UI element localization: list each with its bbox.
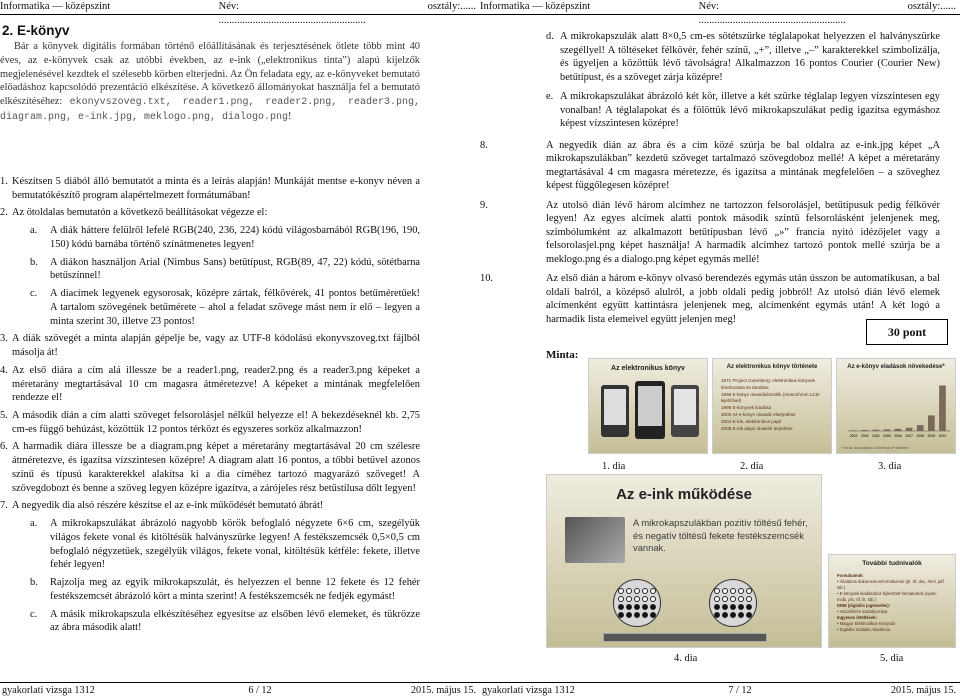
slide-caption: 2. dia — [740, 461, 764, 472]
subtask-letter: e. — [546, 91, 554, 103]
white-pigment — [650, 588, 656, 594]
info-line: DRM (digitális jogkezelés): — [837, 603, 891, 609]
bar-2006 — [895, 429, 902, 431]
page-header — [480, 0, 960, 26]
eink-image — [565, 517, 625, 563]
white-pigment — [626, 596, 632, 602]
score-box: 30 pont — [866, 319, 948, 345]
tick-label: 2010 — [938, 434, 947, 438]
info-line: • Hozzáférés szabályozása — [837, 609, 888, 615]
page-header — [0, 0, 480, 26]
bar-2005 — [884, 429, 891, 431]
subtask-text: A diákon használjon Arial (Nimbus Sans) betűtípust, RGB(89, 47, 22) kódú, sötétbarna betűszínnel! — [50, 256, 420, 282]
black-pigment — [626, 588, 632, 594]
bar-2010 — [939, 386, 946, 432]
black-pigment — [746, 596, 752, 602]
tick-label: 2006 — [894, 434, 902, 438]
white-pigment — [746, 588, 752, 594]
subtask-text: Rajzolja meg az egyik mikrokapszulát, és helyezzen el benne 12 fekete és 12 fehér festékszemcsét ábrázoló kört a minta szerint! A festékszemcsék ne fedjék egymást! — [50, 577, 420, 602]
tick-label: 2002 — [849, 434, 858, 438]
header-divider — [480, 14, 960, 15]
white-pigment — [618, 588, 624, 594]
subtask-item — [30, 224, 420, 251]
slide-title: Az e-ink működése — [616, 486, 752, 503]
black-pigment — [642, 588, 648, 594]
task-number: 6. — [0, 441, 8, 453]
slide-title: Az e-könyv eladások növekedése* — [847, 364, 945, 370]
white-pigment — [642, 612, 648, 618]
intro-text: Bár a könyvek digitális formában történő előállításának és terjesztésének ötlete több mint 40 éves, az e-könyvek csak az utóbbi években, az e-ink („elektronikus tinta”) alapú kijelzők megjelenésével kezdtek el szélesebb körben elterjedni. Az Ön feladata egy, az e-könyveket bemutató előadáshoz kapcsolódó prezentáció elkészítése. A következő állományokat használja fel a bemutató elkészítéséhez: — [0, 41, 420, 108]
footer-date: 2015. május 15. — [890, 685, 956, 696]
info-line: • E-könyvek kiadásához fejlesztett formátumok (epub, mobi, prc, lrf, lit, stb.) — [837, 590, 937, 602]
black-pigment — [730, 596, 736, 602]
footer-page-number: 6 / 12 — [248, 685, 272, 696]
slide-caption: 4. dia — [674, 653, 698, 664]
slide-3-thumbnail — [836, 358, 956, 454]
subtask-letter: a. — [30, 225, 38, 237]
subtask-item — [30, 608, 420, 635]
task-text: A harmadik diára illessze be a diagram.png képet a méretarány megtartásával 20 cm szélesre átméretezve, és igazítsa vízszintesen középre! A diagram alatt 16 pontos, a tőbbi betűvel azonos színű és típusú karakterekkel alakítsa ki a dia címéhez tartozó magyarázó szöveget! A szövegdobozt és benne a szöveg legyen középre igazítva, a zárójeles rész betűstílusa dőlt legyen! — [12, 441, 420, 494]
black-pigment — [642, 604, 648, 610]
microcapsule — [709, 579, 757, 627]
task-text: Az ötoldalas bemutatón a következő beállításokat végezze el: — [12, 207, 268, 219]
tick-label: 2005 — [883, 434, 891, 438]
ereader-2-icon — [635, 381, 665, 439]
subtask-item — [546, 30, 940, 84]
white-pigment — [634, 588, 640, 594]
subtask-text: A másik mikrokapszula elkészítéséhez egyesítse az elsőben lévő elemeket, és tükrözze az ábra második alatt! — [50, 608, 420, 634]
footer-page-number: 7 / 12 — [728, 685, 752, 696]
black-pigment — [746, 612, 752, 618]
task-number: 8. — [480, 139, 488, 151]
subtask-text: A mikrokapszulákat ábrázoló nagyobb körök befoglaló négyzete 6×6 cm, szegélyük világos fekete vonal és kitöltésük halványszürke legyen! A festékszemcsék 0,5×0,5 cm befoglaló négyzetűek, szegélyük világos, fekete vonal, kitöltésük kétféle: fekete, illetve fehér legyen! — [50, 518, 420, 571]
task-item — [0, 332, 420, 359]
tick-label: 2004 — [872, 434, 880, 438]
task-item — [0, 175, 420, 202]
header-name: Név: ........................................................ — [698, 1, 846, 26]
task-text: A negyedik dián az ábra és a cím közé szúrja be bal oldalra az e-ink.jpg képet „A mikrokapszulákban” kezdetű szöveget tartalmazó szövegdoboz mellé! A képet a méretarány megtartásával 4 cm magasra méretezze, és igazítsa a mintának megfelelően – a szöveghez képest függőlegesen középre! — [546, 139, 940, 192]
task-text: A negyedik dia alsó részére készítse el az e-ink működését bemutató ábrát! — [12, 500, 324, 512]
task-list — [480, 30, 940, 332]
subtask-item — [30, 517, 420, 572]
slide-2-thumbnail — [712, 358, 832, 454]
white-pigment — [642, 596, 648, 602]
black-pigment — [738, 588, 744, 594]
task-number: 3. — [0, 333, 8, 345]
footer-exam: gyakorlati vizsga 1312 — [482, 685, 575, 696]
task-item — [0, 206, 420, 220]
task-text: Készítsen 5 diából álló bemutatót a minta és a leírás alapján! Munkáját mentse e-konyv néven a bemutatókészítő program alapértelmezett formátumában! — [12, 176, 420, 201]
subtask-letter: c. — [30, 288, 38, 300]
task-number: 2. — [0, 207, 8, 219]
header-class: osztály:...... — [427, 1, 476, 12]
task-number: 10. — [480, 273, 493, 285]
subtask-letter: a. — [30, 518, 38, 530]
black-pigment — [714, 612, 720, 618]
tick-label: 2003 — [860, 434, 869, 438]
page-footer — [0, 684, 480, 697]
task-text: Az első diára a cím alá illessze be a reader1.png, reader2.png és a reader3.png képeket a méretarány megtartásával 10 cm magasra átméretezve! A képeket a mintának megfelelően rendezze el! — [12, 364, 420, 404]
intro-files: ekonyvszoveg.txt, reader1.png, reader2.png, reader3.png, diagram.png, e-ink.jpg, meklogo.png, dialogo.png — [0, 97, 420, 123]
bar-2008 — [917, 425, 924, 431]
slide-title: Az elektronikus könyv története — [726, 364, 818, 370]
timeline-line: 2004 E-ink, elektronikus papír — [721, 419, 782, 425]
task-text: A második dián a cím alatti szöveget felsorolásjel nélkül helyezze el! A bekezdéseknél kb. 2,75 cm-es függő behúzást, közöttük 12 pontos térközt és egyszeres sorköz alkalmazzon! — [12, 410, 420, 435]
black-pigment — [634, 612, 640, 618]
white-pigment — [730, 588, 736, 594]
timeline-line: 1998 E-könyvek kiadása — [721, 405, 772, 411]
info-line: • Digitális Irodalmi Akadémia — [837, 627, 890, 633]
intro-paragraph — [0, 40, 420, 124]
white-pigment — [626, 612, 632, 618]
black-pigment — [634, 596, 640, 602]
footer-exam: gyakorlati vizsga 1312 — [2, 685, 95, 696]
subtask-item — [30, 576, 420, 603]
task-item — [0, 409, 420, 436]
task-number: 4. — [0, 364, 8, 376]
ereader-1-icon — [601, 385, 629, 437]
subtask-letter: d. — [546, 31, 554, 42]
header-divider — [0, 14, 480, 15]
white-pigment — [714, 604, 720, 610]
task-number: 7. — [0, 500, 8, 512]
white-pigment — [746, 604, 752, 610]
bar-2009 — [928, 415, 935, 431]
subtask-text: A mikrokapszulák alatt 8×0,5 cm-es sötétszürke téglalapokat helyezzen el halványszürke szegéllyel! A töltéseket félkövér, fehér színű, „+”, illetve „–” karakterekkel szimbolizálja, és ügyeljen a közöttük lévő távolságra! Alkalmazzon 16 pontos Courier (Courier New) betűtípust, és a szöveget zárja középre! — [560, 31, 940, 83]
task-number: 1. — [0, 176, 8, 187]
footer-divider — [480, 682, 960, 683]
subtask-text: A mikrokapszulákat ábrázoló két kör, illetve a két szürke téglalap legyen vízszintesen egy vonalban! A téglalapokat és a fölöttük lévő mikrokapszulákat pedig igazítsa egymáshoz képest vízszintesen középre! — [560, 91, 940, 130]
info-line: • Magyar Elektronikus Könyvtár — [837, 621, 896, 627]
chart-footnote: * forrás: Association of American Publishers — [841, 446, 909, 451]
white-pigment — [714, 588, 720, 594]
ereader-3-icon — [671, 385, 699, 437]
header-subject: Informatika — középszint — [480, 1, 591, 12]
task-item — [480, 199, 940, 267]
timeline-line: 2000 Az e-könyv olvasók elterjedése — [721, 412, 796, 418]
intro-end: ! — [288, 110, 292, 122]
black-pigment — [714, 596, 720, 602]
task-item — [0, 440, 420, 495]
timeline-line: 1971 Project Gutenberg: elektronikus könyvek létrehozása és tárolása — [721, 377, 815, 390]
white-pigment — [738, 612, 744, 618]
subtask-item — [546, 90, 940, 131]
header-name: Név: ........................................................ — [218, 1, 366, 26]
subtask-item — [30, 256, 420, 283]
timeline-line: 1998 E-könyv olvasókészülék (monochrom LCD-kijelzővel) — [721, 391, 821, 404]
subtask-item — [30, 287, 420, 328]
tick-label: 2007 — [905, 434, 913, 438]
subtask-text: A diák háttere felülről lefelé RGB(240, 236, 224) kódú világosbarnából RGB(196, 190, 150) kódú barnába történő színátmenetes legyen! — [50, 225, 420, 250]
task-text: Az első dián a három e-könyv olvasó berendezés egymás után ússzon be automatikusan, a bal oldali balról, a középső alulról, a jobb oldali pedig jobbról! Az utolsó dián lévő elemek alcímenként együtt kattintásra jelenjenek meg, alcímenként egymás után! A két logó a harmadik lista elemeivel együtt jelenjen meg! — [546, 273, 940, 325]
white-pigment — [738, 596, 744, 602]
page-footer — [480, 684, 960, 697]
microcapsule — [613, 579, 661, 627]
subtask-letter: c. — [30, 608, 38, 620]
task-list — [0, 175, 420, 639]
slide-caption: 1. dia — [602, 461, 626, 472]
task-text: Az utolsó dián lévő három alcímhez ne tartozzon felsorolásjel, betűtípusuk pedig félkövér legyen! Az egyes alcímek alatti pontok második szintű felsorolásként jelenjenek meg, szimbólumként az alkalmazott betűtípusban lévő „»” francia nyitó idézőjelet vagy a felsorolasjel.png képet használja! A harmadik alcímhez tartozó pontok mellé szúrja be a meklogo.png és a dialogo.png képet egymás mellé! — [546, 199, 940, 265]
black-pigment — [738, 604, 744, 610]
black-pigment — [722, 604, 728, 610]
header-class: osztály:...... — [907, 1, 956, 12]
white-pigment — [634, 604, 640, 610]
tick-label: 2009 — [927, 434, 936, 438]
subtask-letter: b. — [30, 256, 38, 268]
slide-1-thumbnail — [588, 358, 708, 454]
black-pigment — [650, 612, 656, 618]
slide-caption: 3. dia — [878, 461, 902, 472]
info-line: Formátumok: — [837, 572, 864, 578]
white-pigment — [650, 604, 656, 610]
slide-caption: 5. dia — [880, 653, 904, 664]
white-pigment — [618, 604, 624, 610]
white-pigment — [722, 612, 728, 618]
black-pigment — [626, 604, 632, 610]
black-pigment — [618, 612, 624, 618]
charge-bar — [603, 633, 767, 642]
task-item — [480, 139, 940, 193]
black-pigment — [618, 596, 624, 602]
footer-date: 2015. május 15. — [410, 685, 476, 696]
black-pigment — [650, 596, 656, 602]
task-text: A diák szövegét a minta alapján gépelje be, vagy az UTF-8 kódolású ekonyvszoveg.txt fájlból másolja át! — [12, 333, 420, 359]
bar-2003 — [861, 430, 868, 431]
slide-5-thumbnail — [828, 554, 956, 648]
task-item — [0, 364, 420, 405]
section-title: 2. E-könyv — [2, 23, 70, 38]
sales-chart — [842, 377, 952, 439]
tick-label: 2008 — [916, 434, 924, 438]
info-line: Ingyenes letöltések: — [837, 615, 878, 621]
page-7 — [480, 0, 960, 697]
header-subject: Informatika — középszint — [0, 1, 111, 12]
slide-title: Az elektronikus könyv — [611, 365, 685, 372]
subtask-letter: b. — [30, 577, 38, 589]
black-pigment — [730, 612, 736, 618]
info-line: • Általános dokumentumformátumok (pl. rtf, doc, html, pdf stb.) — [837, 578, 944, 590]
slide-title: További tudnivalók — [862, 560, 922, 567]
bar-2004 — [872, 430, 879, 431]
bar-2002 — [850, 430, 857, 431]
subtask-text: A diacímek legyenek egysorosak, középre zártak, félkövérek, 41 pontos betűméretűek! A tartalom szövegének betűmérete – ahol a feladat szövege mást nem ír elő – legyen a minta szerint 30, illetve 23 pontos! — [50, 288, 420, 327]
slide-text: A mikrokapszulákban pozitív töltésű fehér, és negatív töltésű fekete festékszemcsék vannak. — [633, 517, 808, 554]
microcapsules-diagram — [547, 571, 822, 648]
black-pigment — [722, 588, 728, 594]
sample-label: Minta: — [546, 349, 579, 361]
bar-2007 — [906, 428, 913, 431]
slide-4-thumbnail — [546, 474, 822, 648]
white-pigment — [722, 596, 728, 602]
timeline-line: 2008 E-ink alapú olvasók terjedése — [721, 426, 793, 432]
task-item — [0, 499, 420, 513]
task-number: 5. — [0, 410, 8, 422]
footer-divider — [0, 682, 480, 683]
white-pigment — [730, 604, 736, 610]
task-number: 9. — [480, 199, 488, 211]
